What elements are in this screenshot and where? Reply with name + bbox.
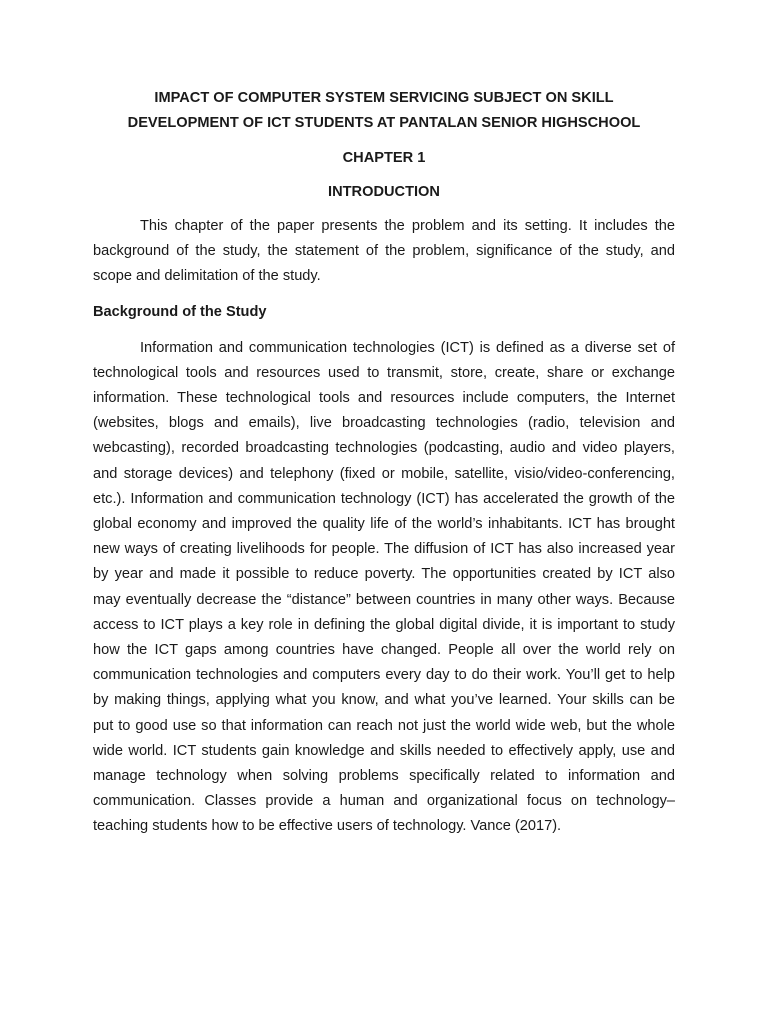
document-title-line-2: DEVELOPMENT OF ICT STUDENTS AT PANTALAN SENIOR HIGHSCHOOL (127, 115, 641, 131)
document-title-line-1: IMPACT OF COMPUTER SYSTEM SERVICING SUBJECT ON SKILL (154, 90, 614, 106)
chapter-heading: INTRODUCTION (328, 184, 440, 200)
chapter-number: CHAPTER 1 (342, 150, 426, 166)
intro-paragraph: This chapter of the paper presents the problem and its setting. It includes the background of the study, the statement of the problem, significance of the study, and scope and delimitation of the study. (93, 218, 675, 285)
document-page (93, 86, 675, 840)
background-paragraph: Information and communication technologies (ICT) is defined as a diverse set of technological tools and resources used to transmit, store, create, share or exchange information. These technological tools and resources include computers, the Internet (websites, blogs and emails), live broadcasting technologies (radio, television and webcasting), recorded broadcasting technologies (podcasting, audio and video players, and storage devices) and telephony (fixed or mobile, satellite, visio/video-conferencing, etc.). Information and communication technology (ICT) has accelerated the growth of the global economy and improved the quality life of the world’s inhabitants. ICT has brought new ways of creating livelihoods for people. The diffusion of ICT has also increased year by year and made it possible to reduce poverty. The opportunities created by ICT also may eventually decrease the “distance” between countries in many other ways. Because access to ICT plays a key role in defining the global digital divide, it is important to study how the ICT gaps among countries have changed. People all over the world rely on communication technologies and computers every day to do their work. You’ll get to help by making things, applying what you know, and what you’ve learned. Your skills can be put to good use so that information can reach not just the world wide web, but the whole wide world. ICT students gain knowledge and skills needed to effectively apply, use and manage technology when solving problems specifically related to information and communication. Classes provide a human and organizational focus on technology–teaching students how to be effective users of technology. Vance (2017). (93, 339, 675, 835)
document-title (93, 86, 675, 136)
section-heading-background: Background of the Study (93, 303, 267, 320)
